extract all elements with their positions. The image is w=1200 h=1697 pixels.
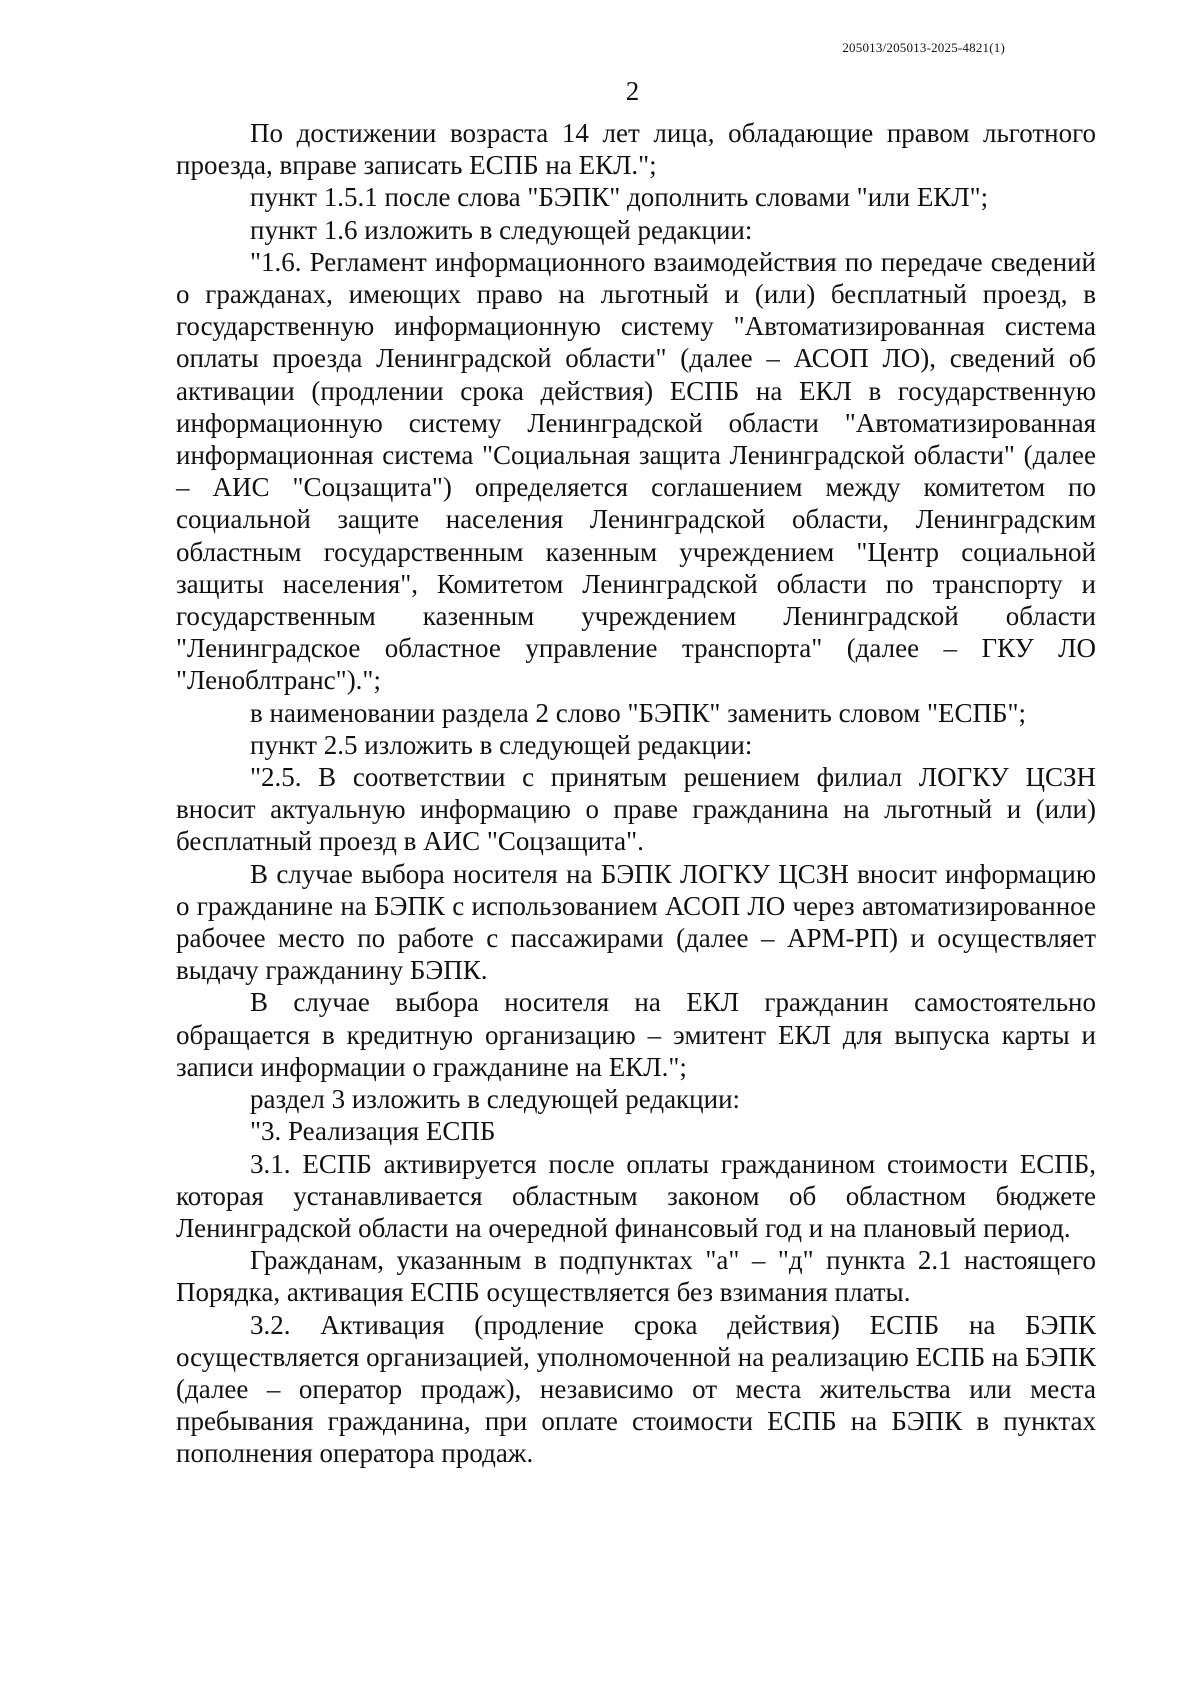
paragraph: "1.6. Регламент информационного взаимодействия по передаче сведений о гражданах, имеющих право на льготный и (или) бесплатный проезд, в государственную информационную систему "Автоматизированная система оплаты проезда Ленинградской области" (далее – АСОП ЛО), сведений об активации (продлении срока действия) ЕСПБ на ЕКЛ в государственную информационную систему Ленинградской области "Автоматизированная информационная система "Социальная защита Ленинградской области" (далее – АИС "Соцзащита") определяется соглашением между комитетом по социальной защите населения Ленинградской области, Ленинградским областным государственным казенным учреждением "Центр социальной защиты населения", Комитетом Ленинградской области по транспорту и государственным казенным учреждением Ленинградской области "Ленинградское областное управление транспорта" (далее – ГКУ ЛО "Леноблтранс")."; <box>176 246 1096 696</box>
paragraph: Гражданам, указанным в подпунктах "а" – "д" пункта 2.1 настоящего Порядка, активация ЕСПБ осуществляется без взимания платы. <box>176 1245 1096 1308</box>
paragraph: 3.2. Активация (продление срока действия) ЕСПБ на БЭПК осуществляется организацией, уполномоченной на реализацию ЕСПБ на БЭПК (далее – оператор продаж), независимо от места жительства или места пребывания гражданина, при оплате стоимости ЕСПБ на БЭПК в пунктах пополнения оператора продаж. <box>176 1309 1096 1469</box>
paragraph: пункт 1.5.1 после слова "БЭПК" дополнить словами "или ЕКЛ"; <box>250 182 989 213</box>
page-number: 2 <box>625 76 640 106</box>
paragraph: пункт 1.6 изложить в следующей редакции: <box>250 214 753 245</box>
paragraph: По достижении возраста 14 лет лица, обладающие правом льготного проезда, вправе записать ЕСПБ на ЕКЛ."; <box>176 118 1096 181</box>
paragraph: пункт 2.5 изложить в следующей редакции: <box>250 729 753 760</box>
paragraph: 3.1. ЕСПБ активируется после оплаты гражданином стоимости ЕСПБ, которая устанавливается областным законом об областном бюджете Ленинградской области на очередной финансовый год и на плановый период. <box>176 1148 1096 1243</box>
document-body <box>176 117 1096 1470</box>
paragraph: В случае выбора носителя на ЕКЛ гражданин самостоятельно обращается в кредитную организацию – эмитент ЕКЛ для выпуска карты и записи информации о гражданине на ЕКЛ."; <box>176 987 1096 1082</box>
paragraph: "3. Реализация ЕСПБ <box>250 1116 496 1147</box>
paragraph: "2.5. В соответствии с принятым решением филиал ЛОГКУ ЦСЗН вносит актуальную информацию о праве гражданина на льготный и (или) бесплатный проезд в АИС "Соцзащита". <box>176 762 1096 857</box>
paragraph: В случае выбора носителя на БЭПК ЛОГКУ ЦСЗН вносит информацию о гражданине на БЭПК с использованием АСОП ЛО через автоматизированное рабочее место по работе с пассажирами (далее – АРМ-РП) и осуществляет выдачу гражданину БЭПК. <box>176 858 1096 986</box>
paragraph: раздел 3 изложить в следующей редакции: <box>250 1084 741 1115</box>
paragraph: в наименовании раздела 2 слово "БЭПК" заменить словом "ЕСПБ"; <box>250 697 1026 728</box>
document-registration-number: 205013/205013-2025-4821(1) <box>842 40 1005 55</box>
